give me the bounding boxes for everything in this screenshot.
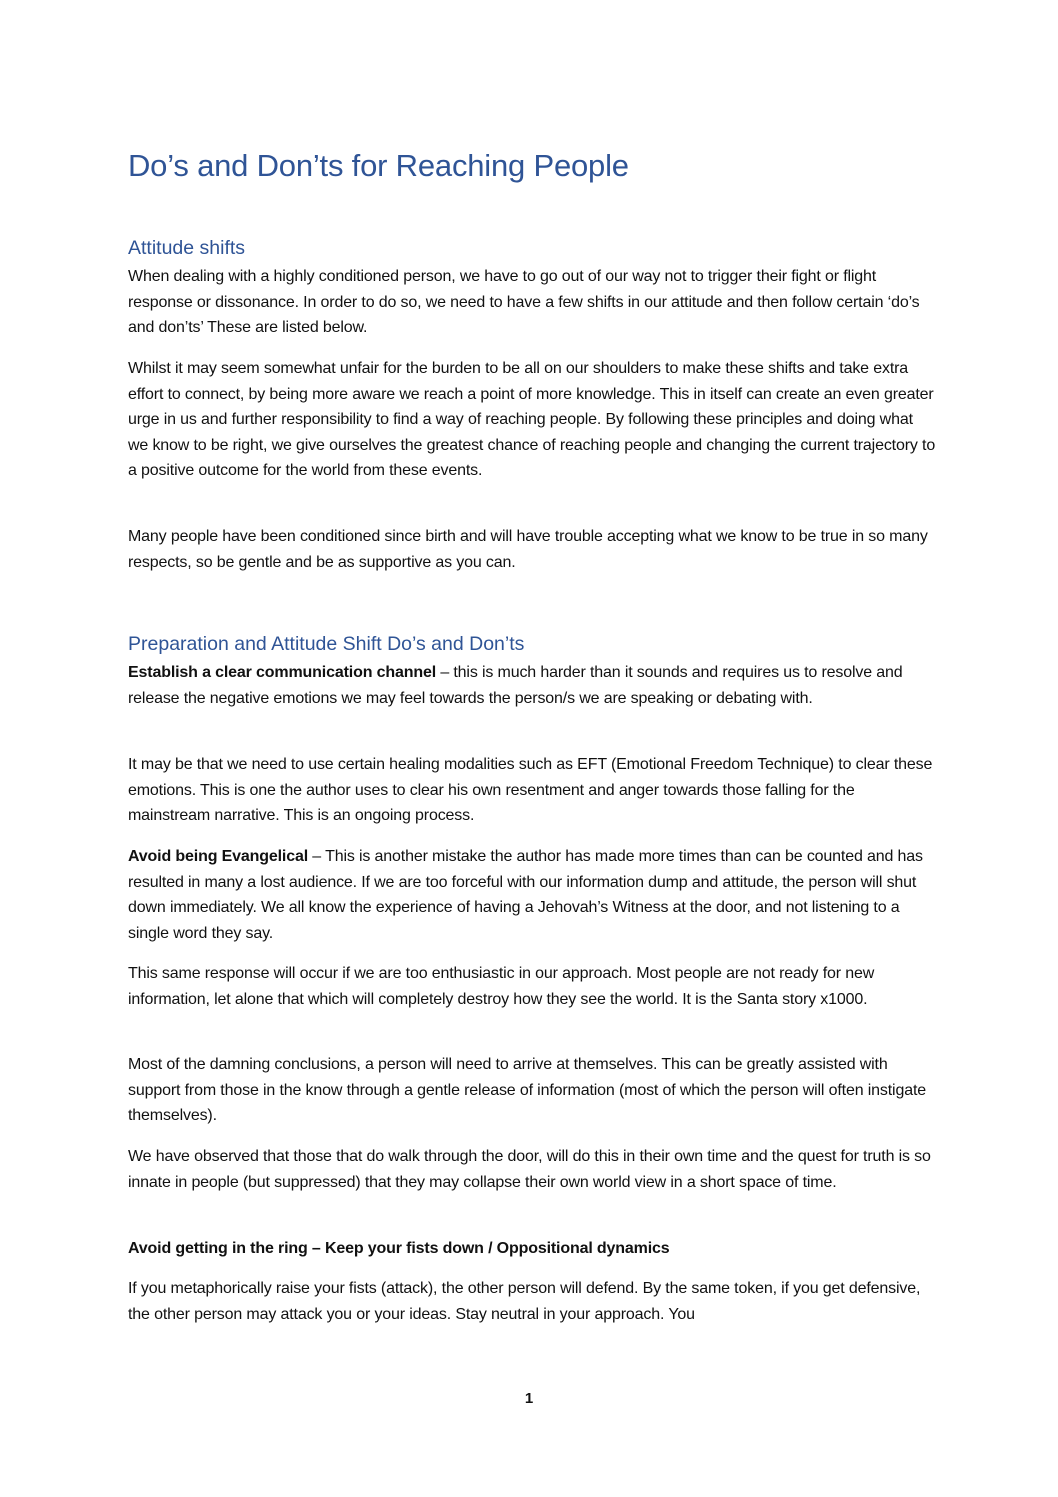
document-title: Do’s and Don’ts for Reaching People	[128, 148, 629, 183]
section-heading-preparation: Preparation and Attitude Shift Do’s and Don’ts	[128, 633, 525, 655]
paragraph-text: – This is another mistake the author has made more times than can be counted and has resulted in many a lost audience. If we are too forceful with our information dump and attitude, the person will shut down immediately. We all know the experience of having a Jehovah’s Witness at the door, and not listening to a single word they say.	[128, 848, 923, 942]
section-heading-attitude-shifts: Attitude shifts	[128, 237, 246, 259]
paragraph: Most of the damning conclusions, a person will need to arrive at themselves. This can be greatly assisted with support from those in the know through a gentle release of information (most of which the person will often instigate themselves).	[128, 1056, 927, 1125]
paragraph	[128, 844, 936, 946]
paragraph	[128, 1236, 936, 1262]
paragraph: It may be that we need to use certain healing modalities such as EFT (Emotional Freedom Technique) to clear these emotions. This is one the author uses to clear his own resentment and anger towards those falling for the mainstream narrative. This is an ongoing process.	[128, 756, 933, 825]
paragraph-text: – this is much harder than it sounds and requires us to resolve and release the negative emotions we may feel towards the person/s we are speaking or debating with.	[128, 664, 903, 707]
page-number: 1	[524, 1390, 534, 1407]
paragraph: Whilst it may seem somewhat unfair for the burden to be all on our shoulders to make these shifts and take extra effort to connect, by being more aware we reach a point of more knowledge. This in itself can create an even greater urge in us and further responsibility to find a way of reaching people. By following these principles and doing what we know to be right, we give ourselves the greatest chance of reaching people and changing the current trajectory to a positive outcome for the world from these events.	[128, 360, 936, 480]
bold-lead-communication: Establish a clear communication channel	[128, 664, 437, 681]
bold-subheading-ring: Avoid getting in the ring – Keep your fists down / Oppositional dynamics	[128, 1240, 670, 1257]
bold-lead-evangelical: Avoid being Evangelical	[128, 848, 309, 865]
paragraph: When dealing with a highly conditioned person, we have to go out of our way not to trigger their fight or flight response or dissonance. In order to do so, we need to have a few shifts in our attitude and then follow certain ‘do’s and don’ts’ These are listed below.	[128, 268, 920, 337]
paragraph: If you metaphorically raise your fists (attack), the other person will defend. By the same token, if you get defensive, the other person may attack you or your ideas. Stay neutral in your approach. You	[128, 1280, 921, 1323]
paragraph	[128, 660, 936, 711]
paragraph: We have observed that those that do walk through the door, will do this in their own time and the quest for truth is so innate in people (but suppressed) that they may collapse their own world view in a short space of time.	[128, 1148, 931, 1191]
paragraph: Many people have been conditioned since birth and will have trouble accepting what we know to be true in so many respects, so be gentle and be as supportive as you can.	[128, 528, 928, 571]
paragraph: This same response will occur if we are too enthusiastic in our approach. Most people are not ready for new information, let alone that which will completely destroy how they see the world. It is the Santa story x1000.	[128, 965, 875, 1008]
